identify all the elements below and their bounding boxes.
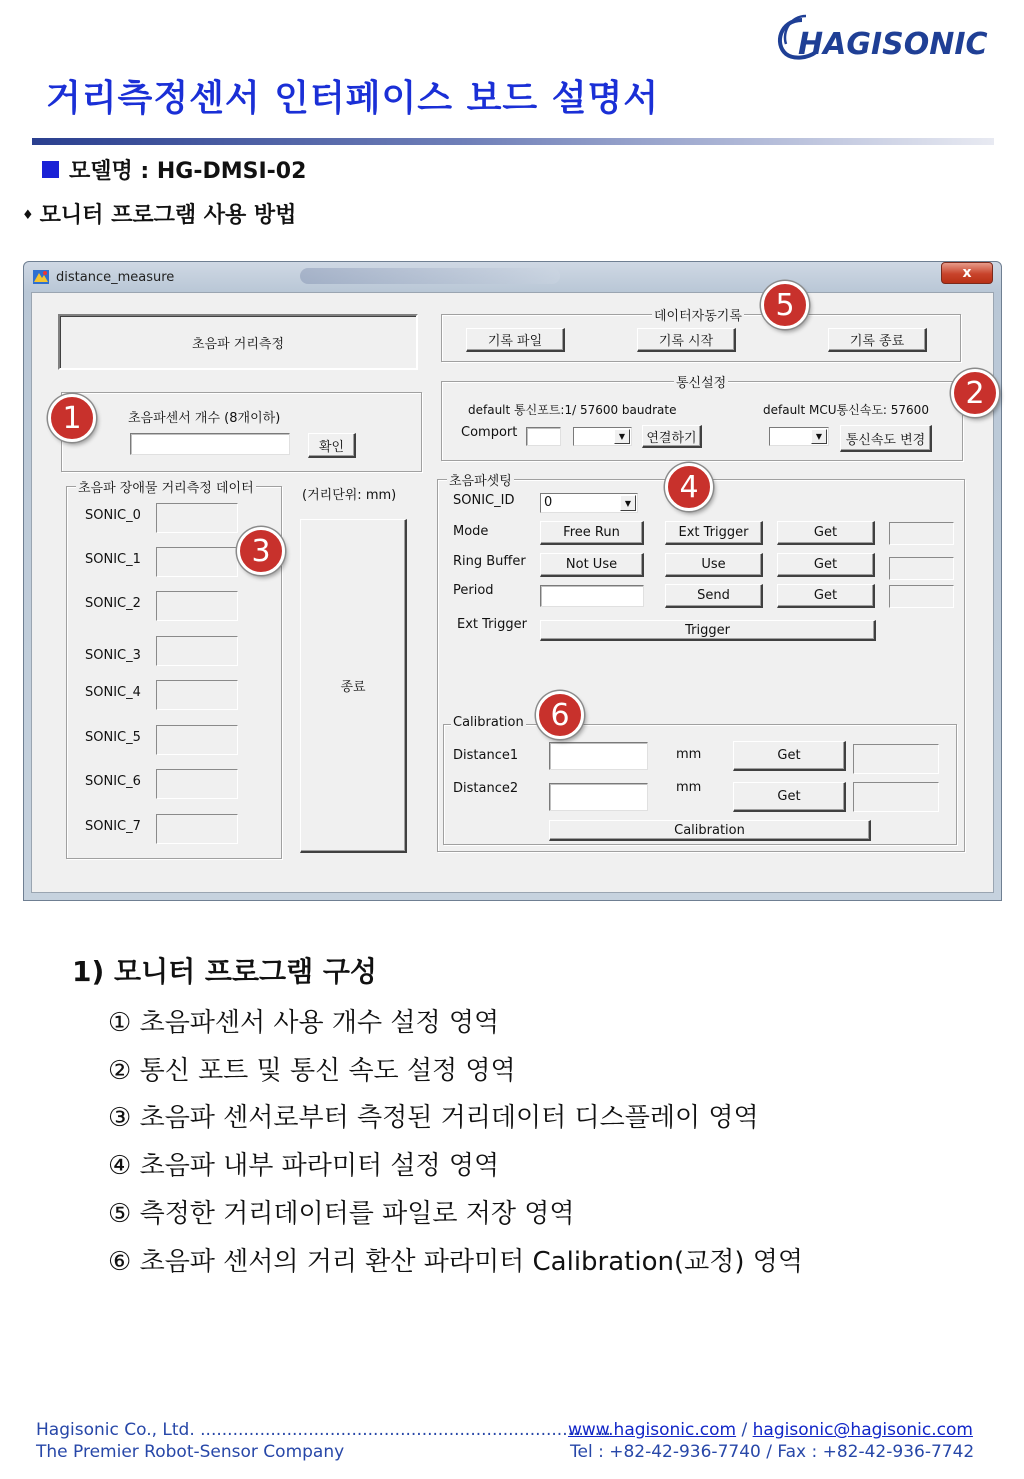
- period-send-button[interactable]: Send: [665, 584, 763, 608]
- list-item: ④ 초음파 내부 파라미터 설정 영역: [108, 1151, 500, 1181]
- sonic-6-value: [156, 769, 238, 799]
- period-get-button[interactable]: Get: [777, 584, 875, 608]
- comport-label: Comport: [461, 425, 518, 440]
- window-title-text: distance_measure: [56, 269, 175, 285]
- confirm-button[interactable]: 확인: [308, 433, 356, 458]
- chevron-down-icon: ▼: [620, 495, 636, 511]
- ring-use-button[interactable]: Use: [665, 553, 763, 577]
- ext-trigger-label: Ext Trigger: [457, 617, 527, 632]
- period-input[interactable]: [540, 585, 644, 607]
- callout-3: 3: [237, 527, 285, 575]
- exit-button[interactable]: 종료: [300, 519, 407, 853]
- sonic-settings-legend: 초음파셋팅: [447, 470, 514, 489]
- callout-2: 2: [951, 369, 999, 417]
- section-title: 1) 모니터 프로그램 구성: [72, 955, 377, 988]
- sensor-count-group: [61, 392, 422, 472]
- default-port-text: default 통신포트:1/ 57600 baudrate: [468, 403, 677, 417]
- distance2-value: [853, 782, 939, 812]
- footer-company: Hagisonic Co., Ltd. ............................................................................: [36, 1420, 611, 1440]
- connect-button[interactable]: 연결하기: [642, 425, 702, 448]
- trigger-button[interactable]: Trigger: [540, 620, 876, 641]
- calibration-button[interactable]: Calibration: [549, 820, 871, 841]
- list-item: ⑥ 초음파 센서의 거리 환산 파라미터 Calibration(교정) 영역: [108, 1247, 804, 1277]
- sonic-7-label: SONIC_7: [85, 819, 141, 834]
- period-value: [889, 585, 954, 608]
- distance-data-legend: 초음파 장애물 거리측정 데이터: [76, 477, 256, 496]
- distance1-value: [853, 744, 939, 774]
- sonic-id-value: 0: [544, 495, 553, 510]
- hagisonic-logo: [772, 14, 1008, 64]
- callout-4: 4: [665, 463, 713, 511]
- sonic-4-value: [156, 680, 238, 710]
- ring-buffer-label: Ring Buffer: [453, 554, 526, 569]
- method-heading: [22, 198, 296, 229]
- sonic-0-value: [156, 503, 238, 533]
- distance2-unit: mm: [676, 780, 702, 795]
- list-item: ① 초음파센서 사용 개수 설정 영역: [108, 1008, 500, 1038]
- sonic-0-label: SONIC_0: [85, 508, 141, 523]
- footer-contact: Tel : +82-42-936-7740 / Fax : +82-42-936-7742: [570, 1442, 975, 1462]
- svg-text:HAGISONIC: HAGISONIC: [798, 27, 988, 62]
- close-button[interactable]: x: [941, 262, 993, 284]
- window-title: [32, 269, 174, 285]
- calibration-legend: Calibration: [453, 715, 524, 730]
- ext-trigger-mode-button[interactable]: Ext Trigger: [665, 521, 763, 545]
- distance2-get-button[interactable]: Get: [733, 782, 846, 812]
- sonic-1-label: SONIC_1: [85, 552, 141, 567]
- log-stop-button[interactable]: 기록 종료: [828, 328, 927, 352]
- distance2-input[interactable]: [549, 783, 648, 811]
- sensor-count-label: 초음파센서 개수 (8개이하): [128, 411, 281, 426]
- sonic-7-value: [156, 814, 238, 844]
- distance1-label: Distance1: [453, 748, 519, 763]
- sonic-5-label: SONIC_5: [85, 730, 141, 745]
- status-panel: [58, 314, 418, 370]
- sonic-2-label: SONIC_2: [85, 596, 141, 611]
- sonic-id-label: SONIC_ID: [453, 493, 515, 508]
- document-title: 거리측정센서 인터페이스 보드 설명서: [46, 78, 660, 119]
- sonic-4-label: SONIC_4: [85, 685, 141, 700]
- period-label: Period: [453, 583, 494, 598]
- website-link[interactable]: www.hagisonic.com: [568, 1420, 737, 1440]
- footer-separator: /: [736, 1420, 753, 1440]
- default-mcu-speed-text: default MCU통신속도: 57600: [763, 403, 929, 417]
- titlebar-decoration: [300, 268, 560, 284]
- callout-6: 6: [536, 691, 584, 739]
- comport-number-input[interactable]: [526, 427, 561, 446]
- email-link[interactable]: hagisonic@hagisonic.com: [752, 1420, 973, 1440]
- mode-label: Mode: [453, 524, 489, 539]
- ring-not-use-button[interactable]: Not Use: [540, 553, 644, 577]
- callout-1: 1: [48, 394, 96, 442]
- baudrate-select[interactable]: [769, 427, 829, 446]
- method-heading-text: 모니터 프로그램 사용 방법: [39, 203, 297, 228]
- app-icon: [32, 269, 50, 285]
- status-panel-text: 초음파 거리측정: [191, 336, 285, 352]
- distance1-input[interactable]: [549, 742, 648, 770]
- distance-unit-label: (거리단위: mm): [302, 488, 397, 503]
- log-start-button[interactable]: 기록 시작: [637, 328, 736, 352]
- footer-links: [568, 1420, 973, 1440]
- change-speed-button[interactable]: 통신속도 변경: [840, 425, 932, 452]
- sonic-2-value: [156, 591, 238, 621]
- distance1-unit: mm: [676, 747, 702, 762]
- distance1-get-button[interactable]: Get: [733, 741, 846, 771]
- list-item: ③ 초음파 센서로부터 측정된 거리데이터 디스플레이 영역: [108, 1103, 759, 1133]
- list-item: ⑤ 측정한 거리데이터를 파일로 저장 영역: [108, 1199, 575, 1229]
- sonic-5-value: [156, 725, 238, 755]
- sensor-count-input[interactable]: [130, 433, 290, 455]
- comport-select[interactable]: [573, 427, 632, 446]
- sonic-3-label: SONIC_3: [85, 648, 141, 663]
- chevron-down-icon: ▼: [614, 429, 630, 444]
- callout-5: 5: [761, 281, 809, 329]
- distance2-label: Distance2: [453, 781, 519, 796]
- free-run-button[interactable]: Free Run: [540, 521, 644, 545]
- log-file-button[interactable]: 기록 파일: [466, 328, 565, 352]
- sonic-id-select[interactable]: [540, 493, 638, 513]
- model-line: [42, 154, 306, 185]
- logging-legend: 데이터자동기록: [652, 305, 744, 324]
- list-item: ② 통신 포트 및 통신 속도 설정 영역: [108, 1056, 516, 1086]
- mode-value: [889, 522, 954, 545]
- sonic-1-value: [156, 547, 238, 577]
- comm-settings-legend: 통신설정: [674, 372, 728, 391]
- square-bullet-icon: [42, 161, 59, 178]
- diamond-bullet-icon: ♦: [22, 208, 34, 223]
- sonic-6-label: SONIC_6: [85, 774, 141, 789]
- chevron-down-icon: ▼: [811, 429, 827, 444]
- ring-buffer-value: [889, 557, 954, 580]
- footer-tagline: The Premier Robot-Sensor Company: [36, 1442, 345, 1462]
- mode-get-button[interactable]: Get: [777, 521, 875, 545]
- title-divider: [32, 138, 994, 145]
- model-name: 모델명 : HG-DMSI-02: [69, 159, 307, 184]
- sonic-3-value: [156, 636, 238, 666]
- ring-get-button[interactable]: Get: [777, 553, 875, 577]
